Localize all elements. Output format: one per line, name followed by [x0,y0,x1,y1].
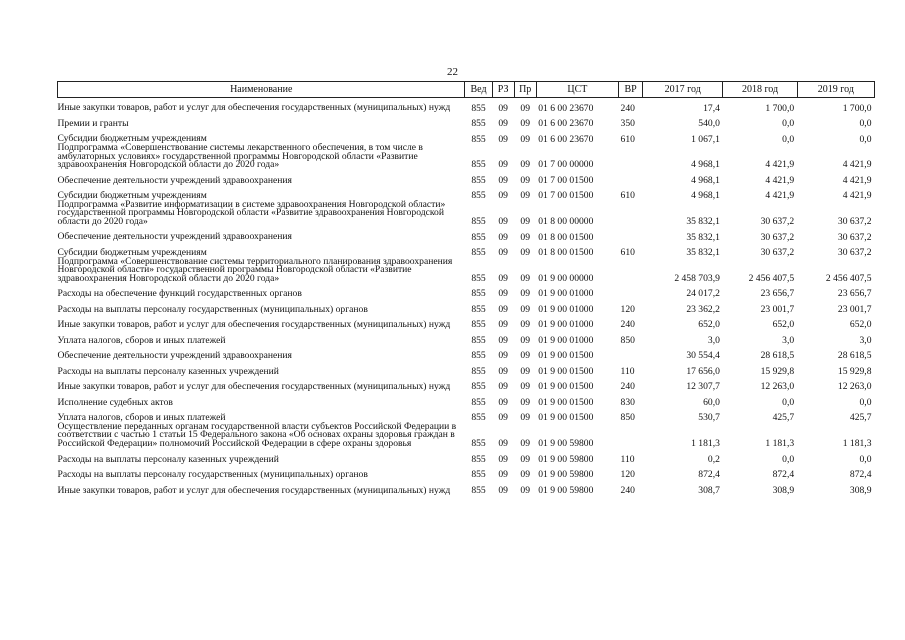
table-row [58,480,875,496]
table-row [58,170,875,186]
cell-pr: 09 [520,453,530,465]
header-2019: 2019 год [797,82,874,98]
cell-rz: 09 [498,216,508,228]
cell-rz: 09 [498,484,508,496]
cell-2018: 4 421,9 [765,174,795,186]
cell-rz: 09 [498,412,508,424]
cell-pr: 09 [520,365,530,377]
cell-2019: 12 263,0 [837,381,872,393]
cell-ved: 855 [471,159,486,171]
cell-rz: 09 [498,319,508,331]
cell-cst: 01 9 00 01500 [538,396,594,408]
cell-pr: 09 [520,334,530,346]
cell-pr: 09 [520,288,530,300]
cell-ved: 855 [471,231,486,243]
cell-2017: 872,4 [698,469,720,481]
cell-vr: 240 [620,484,635,496]
table-row [58,283,875,299]
cell-2018: 1 700,0 [765,102,795,114]
cell-2018: 28 618,5 [760,350,795,362]
cell-cst: 01 6 00 23670 [538,133,594,145]
cell-2017: 540,0 [698,118,720,130]
cell-vr [619,144,643,170]
cell-2019: 30 637,2 [837,231,872,243]
cell-cst: 01 8 00 01500 [538,247,594,259]
cell-cst: 01 9 00 01500 [538,365,594,377]
budget-table [57,81,875,495]
cell-ved: 855 [471,319,486,331]
cell-ved: 855 [471,174,486,186]
cell-name: Иные закупки товаров, работ и услуг для обеспечения государственных (муниципальных) нужд [57,484,451,496]
cell-cst: 01 7 00 00000 [538,159,594,171]
cell-cst: 01 9 00 59800 [538,484,594,496]
cell-cst: 01 9 00 01500 [538,381,594,393]
cell-2019: 15 929,8 [837,365,872,377]
cell-vr: 830 [620,396,635,408]
cell-2019: 0,0 [859,453,872,465]
cell-ved: 855 [471,365,486,377]
cell-pr: 09 [520,102,530,114]
cell-vr: 120 [620,469,635,481]
cell-name: Иные закупки товаров, работ и услуг для обеспечения государственных (муниципальных) нужд [57,319,451,331]
cell-ved: 855 [471,288,486,300]
cell-2018: 872,4 [772,469,795,481]
cell-pr: 09 [520,231,530,243]
cell-2019: 4 421,9 [842,190,872,202]
table-row [58,201,875,227]
cell-vr: 610 [620,190,635,202]
table-row [58,423,875,449]
cell-name: Субсидии бюджетным учреждениям [57,246,207,258]
cell-cst: 01 9 00 01000 [538,303,594,315]
cell-name: Расходы на выплаты персоналу казенных учреждений [57,365,279,377]
cell-vr: 610 [620,133,635,145]
cell-name: Обеспечение деятельности учреждений здравоохранения [57,174,292,186]
cell-rz: 09 [498,272,508,284]
cell-pr: 09 [520,438,530,450]
cell-2017: 530,7 [698,412,720,424]
cell-2018: 4 421,9 [765,190,795,202]
cell-2018: 425,7 [772,412,795,424]
cell-2017: 60,0 [703,396,720,408]
cell-2018: 0,0 [782,133,795,145]
cell-2017: 4 968,1 [691,174,720,186]
cell-2019: 3,0 [859,334,872,346]
cell-vr [619,170,643,186]
cell-cst: 01 8 00 00000 [538,216,594,228]
cell-vr [619,283,643,299]
cell-vr: 110 [620,453,635,465]
cell-rz: 09 [498,118,508,130]
table-row [58,392,875,408]
cell-name: Расходы на обеспечение функций государственных органов [57,288,302,300]
cell-pr: 09 [520,247,530,259]
cell-rz: 09 [498,396,508,408]
cell-rz: 09 [498,190,508,202]
cell-2019: 23 001,7 [837,303,872,315]
cell-2018: 30 637,2 [760,231,795,243]
table-row [58,98,875,114]
cell-pr: 09 [520,350,530,362]
cell-rz: 09 [498,469,508,481]
cell-name: Расходы на выплаты персоналу государственных (муниципальных) органов [57,469,368,481]
header-ved: Вед [465,82,492,98]
cell-cst: 01 7 00 01500 [538,190,594,202]
cell-ved: 855 [471,133,486,145]
table-row [58,314,875,330]
table-row [58,227,875,243]
page-number: 22 [447,66,458,78]
cell-2019: 0,0 [859,118,872,130]
cell-cst: 01 9 00 59800 [538,469,594,481]
cell-name: Обеспечение деятельности учреждений здравоохранения [57,231,292,243]
cell-name: Субсидии бюджетным учреждениям [57,190,207,202]
cell-name: Уплата налогов, сборов и иных платежей [57,334,226,346]
cell-2018: 3,0 [782,334,795,346]
cell-ved: 855 [471,303,486,315]
cell-2018: 0,0 [782,453,795,465]
cell-vr [619,227,643,243]
cell-name: Уплата налогов, сборов и иных платежей [57,412,226,424]
cell-2019: 23 656,7 [837,288,872,300]
cell-name: Расходы на выплаты персоналу государственных (муниципальных) органов [57,303,368,315]
cell-rz: 09 [498,231,508,243]
cell-rz: 09 [498,381,508,393]
cell-2019: 0,0 [859,396,872,408]
cell-ved: 855 [471,412,486,424]
cell-2018: 308,9 [772,484,795,496]
header-vr: ВР [619,82,643,98]
cell-ved: 855 [471,334,486,346]
cell-2017: 30 554,4 [686,350,720,362]
cell-vr [619,345,643,361]
cell-pr: 09 [520,484,530,496]
cell-2018: 30 637,2 [760,247,795,259]
cell-2019: 425,7 [849,412,872,424]
cell-name: Осуществление переданных органам государственной власти субъектов Российской Федерации в соответствии с частью 1 статьи 15 Федерального закона «Об основах охраны здоровья граждан в Российской Федерации» полномочий Российской Федерации в сфере охраны здоровья [57,420,457,450]
table-row [58,330,875,346]
cell-vr [619,201,643,227]
cell-cst: 01 9 00 01500 [538,350,594,362]
cell-pr: 09 [520,396,530,408]
cell-2017: 23 362,2 [686,303,720,315]
cell-2017: 35 832,1 [686,216,720,228]
cell-cst: 01 9 00 59800 [538,438,594,450]
cell-vr: 110 [620,365,635,377]
table-row [58,361,875,377]
table-row [58,299,875,315]
cell-2018: 23 001,7 [760,303,795,315]
cell-2019: 2 456 407,5 [825,272,872,284]
cell-vr: 240 [620,381,635,393]
cell-pr: 09 [520,272,530,284]
cell-2017: 1 181,3 [691,438,720,450]
table-row [58,258,875,284]
cell-name: Премии и гранты [57,117,129,129]
cell-pr: 09 [520,412,530,424]
cell-pr: 09 [520,319,530,331]
cell-pr: 09 [520,118,530,130]
cell-2019: 4 421,9 [842,174,872,186]
cell-cst: 01 8 00 01500 [538,231,594,243]
cell-ved: 855 [471,484,486,496]
cell-2017: 24 017,2 [686,288,720,300]
cell-rz: 09 [498,288,508,300]
cell-cst: 01 9 00 01000 [538,334,594,346]
cell-2017: 2 458 703,9 [674,272,720,284]
cell-2018: 30 637,2 [760,216,795,228]
cell-2017: 1 067,1 [691,133,720,145]
cell-pr: 09 [520,303,530,315]
cell-vr: 850 [620,334,635,346]
cell-rz: 09 [498,453,508,465]
cell-cst: 01 9 00 01000 [538,288,594,300]
cell-2017: 0,2 [707,453,720,465]
cell-2018: 0,0 [782,118,795,130]
cell-2018: 12 263,0 [760,381,795,393]
header-rz: РЗ [492,82,514,98]
cell-name: Обеспечение деятельности учреждений здравоохранения [57,350,292,362]
cell-rz: 09 [498,334,508,346]
cell-2017: 17,4 [703,102,720,114]
cell-pr: 09 [520,159,530,171]
cell-2017: 4 968,1 [691,159,720,171]
cell-2019: 1 700,0 [842,102,872,114]
cell-2018: 15 929,8 [760,365,795,377]
cell-rz: 09 [498,247,508,259]
cell-2019: 308,9 [849,484,872,496]
cell-pr: 09 [520,469,530,481]
cell-2017: 3,0 [707,334,720,346]
cell-ved: 855 [471,118,486,130]
cell-vr: 610 [620,247,635,259]
cell-cst: 01 6 00 23670 [538,102,594,114]
cell-cst: 01 9 00 01000 [538,319,594,331]
cell-ved: 855 [471,350,486,362]
cell-pr: 09 [520,216,530,228]
cell-name: Иные закупки товаров, работ и услуг для обеспечения государственных (муниципальных) нужд [57,381,451,393]
cell-2018: 0,0 [782,396,795,408]
cell-2017: 35 832,1 [686,247,720,259]
table-row [58,345,875,361]
cell-ved: 855 [471,396,486,408]
cell-ved: 855 [471,216,486,228]
cell-vr: 240 [620,319,635,331]
cell-vr: 240 [620,102,635,114]
cell-vr [619,423,643,449]
table-row [58,376,875,392]
cell-2019: 30 637,2 [837,216,872,228]
header-cst: ЦСТ [536,82,618,98]
cell-pr: 09 [520,190,530,202]
cell-2017: 4 968,1 [691,190,720,202]
cell-name: Подпрограмма «Развитие информатизации в системе здравоохранения Новгородской области» государственной программы Новгородской области «Развитие здравоохранения Новгородской области до 2020 года» [57,198,446,227]
cell-name: Расходы на выплаты персоналу казенных учреждений [57,453,279,465]
cell-2018: 23 656,7 [760,288,795,300]
cell-cst: 01 6 00 23670 [538,118,594,130]
cell-2017: 308,7 [698,484,720,496]
header-pr: Пр [514,82,536,98]
cell-vr: 850 [620,412,635,424]
cell-2019: 28 618,5 [837,350,872,362]
cell-rz: 09 [498,159,508,171]
table-row [58,144,875,170]
cell-2019: 0,0 [859,133,872,145]
cell-2017: 17 656,0 [686,365,720,377]
table-row [58,113,875,129]
cell-ved: 855 [471,438,486,450]
cell-rz: 09 [498,102,508,114]
table-row [58,449,875,465]
cell-2018: 652,0 [772,319,795,331]
cell-name: Подпрограмма «Совершенствование системы территориального планирования здравоохранения Новгородской области» государственной программы Новгородской области «Развитие здравоохранения Новгородской области до 2020 года» [57,255,453,284]
cell-vr [619,258,643,284]
cell-rz: 09 [498,350,508,362]
cell-ved: 855 [471,453,486,465]
header-2018: 2018 год [723,82,797,98]
cell-cst: 01 7 00 01500 [538,174,594,186]
cell-2019: 4 421,9 [842,159,872,171]
cell-2019: 652,0 [849,319,872,331]
cell-rz: 09 [498,365,508,377]
cell-ved: 855 [471,190,486,202]
cell-ved: 855 [471,102,486,114]
cell-rz: 09 [498,303,508,315]
table-row [58,464,875,480]
cell-vr: 120 [620,303,635,315]
cell-pr: 09 [520,381,530,393]
cell-rz: 09 [498,133,508,145]
cell-ved: 855 [471,381,486,393]
cell-2018: 1 181,3 [765,438,795,450]
header-2017: 2017 год [643,82,723,98]
cell-ved: 855 [471,469,486,481]
header-name: Наименование [58,82,465,98]
cell-cst: 01 9 00 00000 [538,272,594,284]
cell-name: Исполнение судебных актов [57,396,173,408]
cell-rz: 09 [498,438,508,450]
cell-2019: 30 637,2 [837,247,872,259]
cell-2019: 1 181,3 [842,438,872,450]
cell-2018: 2 456 407,5 [748,272,795,284]
cell-2017: 652,0 [698,319,720,331]
cell-pr: 09 [520,133,530,145]
cell-pr: 09 [520,174,530,186]
cell-2019: 872,4 [849,469,872,481]
cell-name: Подпрограмма «Совершенствование системы лекарственного обеспечения, в том числе в амбулаторных условиях» государственной программы Новгородской области «Развитие здравоохранения Новгородской области до 2020 года» [57,142,423,171]
cell-rz: 09 [498,174,508,186]
cell-vr: 350 [620,118,635,130]
cell-cst: 01 9 00 59800 [538,453,594,465]
cell-ved: 855 [471,272,486,284]
cell-name: Субсидии бюджетным учреждениям [57,133,207,145]
cell-cst: 01 9 00 01500 [538,412,594,424]
cell-2018: 4 421,9 [765,159,795,171]
cell-name: Иные закупки товаров, работ и услуг для обеспечения государственных (муниципальных) нужд [57,102,451,114]
cell-2017: 12 307,7 [686,381,720,393]
cell-ved: 855 [471,247,486,259]
table-header-row [58,82,875,98]
cell-2017: 35 832,1 [686,231,720,243]
